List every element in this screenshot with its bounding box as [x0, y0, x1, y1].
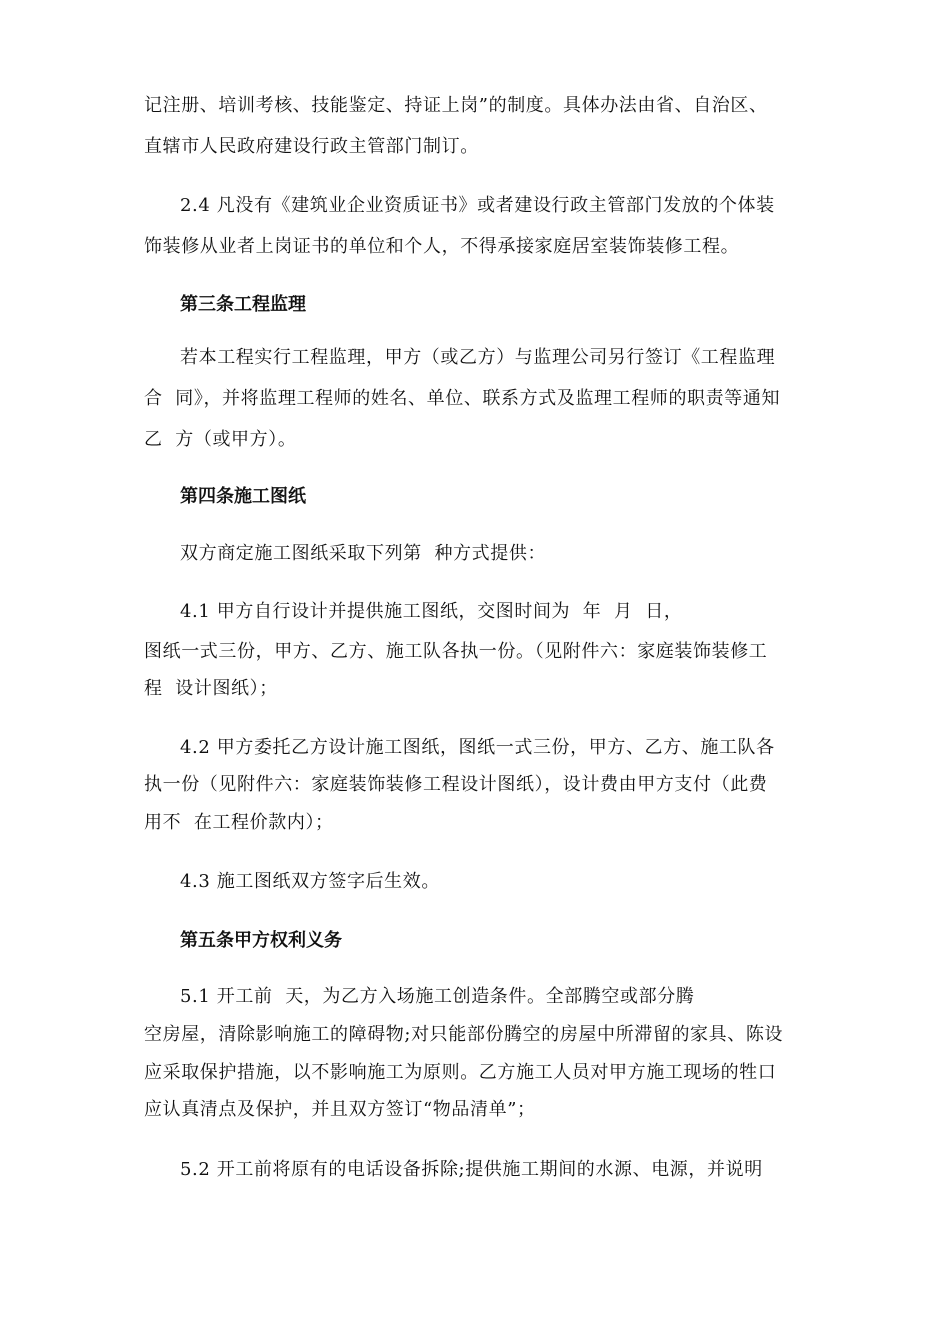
text-line: 执一份（见附件六：家庭装饰装修工程设计图纸），设计费由甲方支付（此费 [144, 774, 768, 795]
section-heading-5: 第五条甲方权利义务 [180, 930, 342, 951]
text-line: 程 设计图纸）； [144, 678, 278, 699]
section-heading-3: 第三条工程监理 [180, 294, 306, 315]
text-line: 乙 方（或甲方）。 [144, 429, 297, 450]
text-line: 直辖市人民政府建设行政主管部门制订。 [144, 136, 479, 157]
section-heading-4: 第四条施工图纸 [180, 486, 306, 507]
clause-4-3-line: 4.3 施工图纸双方签字后生效。 [180, 871, 440, 892]
clause-5-2-line: 5.2 开工前将原有的电话设备拆除;提供施工期间的水源、电源，并说明 [180, 1159, 763, 1180]
paragraph-line: 双方商定施工图纸采取下列第 种方式提供： [180, 543, 547, 564]
text-line: 用不 在工程价款内）； [144, 812, 334, 833]
clause-2-4-line: 2.4 凡没有《建筑业企业资质证书》或者建设行政主管部门发放的个体装 [180, 195, 775, 216]
paragraph-line: 若本工程实行工程监理，甲方（或乙方）与监理公司另行签订《工程监理 [180, 347, 776, 368]
text-line: 应认真清点及保护，并且双方签订“物品清单”； [144, 1099, 536, 1120]
text-line: 记注册、培训考核、技能鉴定、持证上岗”的制度。具体办法由省、自治区、 [144, 95, 768, 116]
text-line: 图纸一式三份，甲方、乙方、施工队各执一份。（见附件六：家庭装饰装修工 [144, 641, 768, 662]
text-line: 饰装修从业者上岗证书的单位和个人，不得承接家庭居室装饰装修工程。 [144, 236, 740, 257]
text-line: 空房屋，清除影响施工的障碍物;对只能部份腾空的房屋中所滞留的家具、陈设 [144, 1024, 784, 1045]
text-line: 合 同》，并将监理工程师的姓名、单位、联系方式及监理工程师的职责等通知 [144, 388, 781, 409]
clause-4-1-line: 4.1 甲方自行设计并提供施工图纸，交图时间为 年 月 日， [180, 601, 683, 622]
text-line: 应采取保护措施，以不影响施工为原则。乙方施工人员对甲方施工现场的牲口 [144, 1062, 777, 1083]
clause-4-2-line: 4.2 甲方委托乙方设计施工图纸，图纸一式三份，甲方、乙方、施工队各 [180, 737, 775, 758]
clause-5-1-line: 5.1 开工前 天，为乙方入场施工创造条件。全部腾空或部分腾 [180, 986, 695, 1007]
